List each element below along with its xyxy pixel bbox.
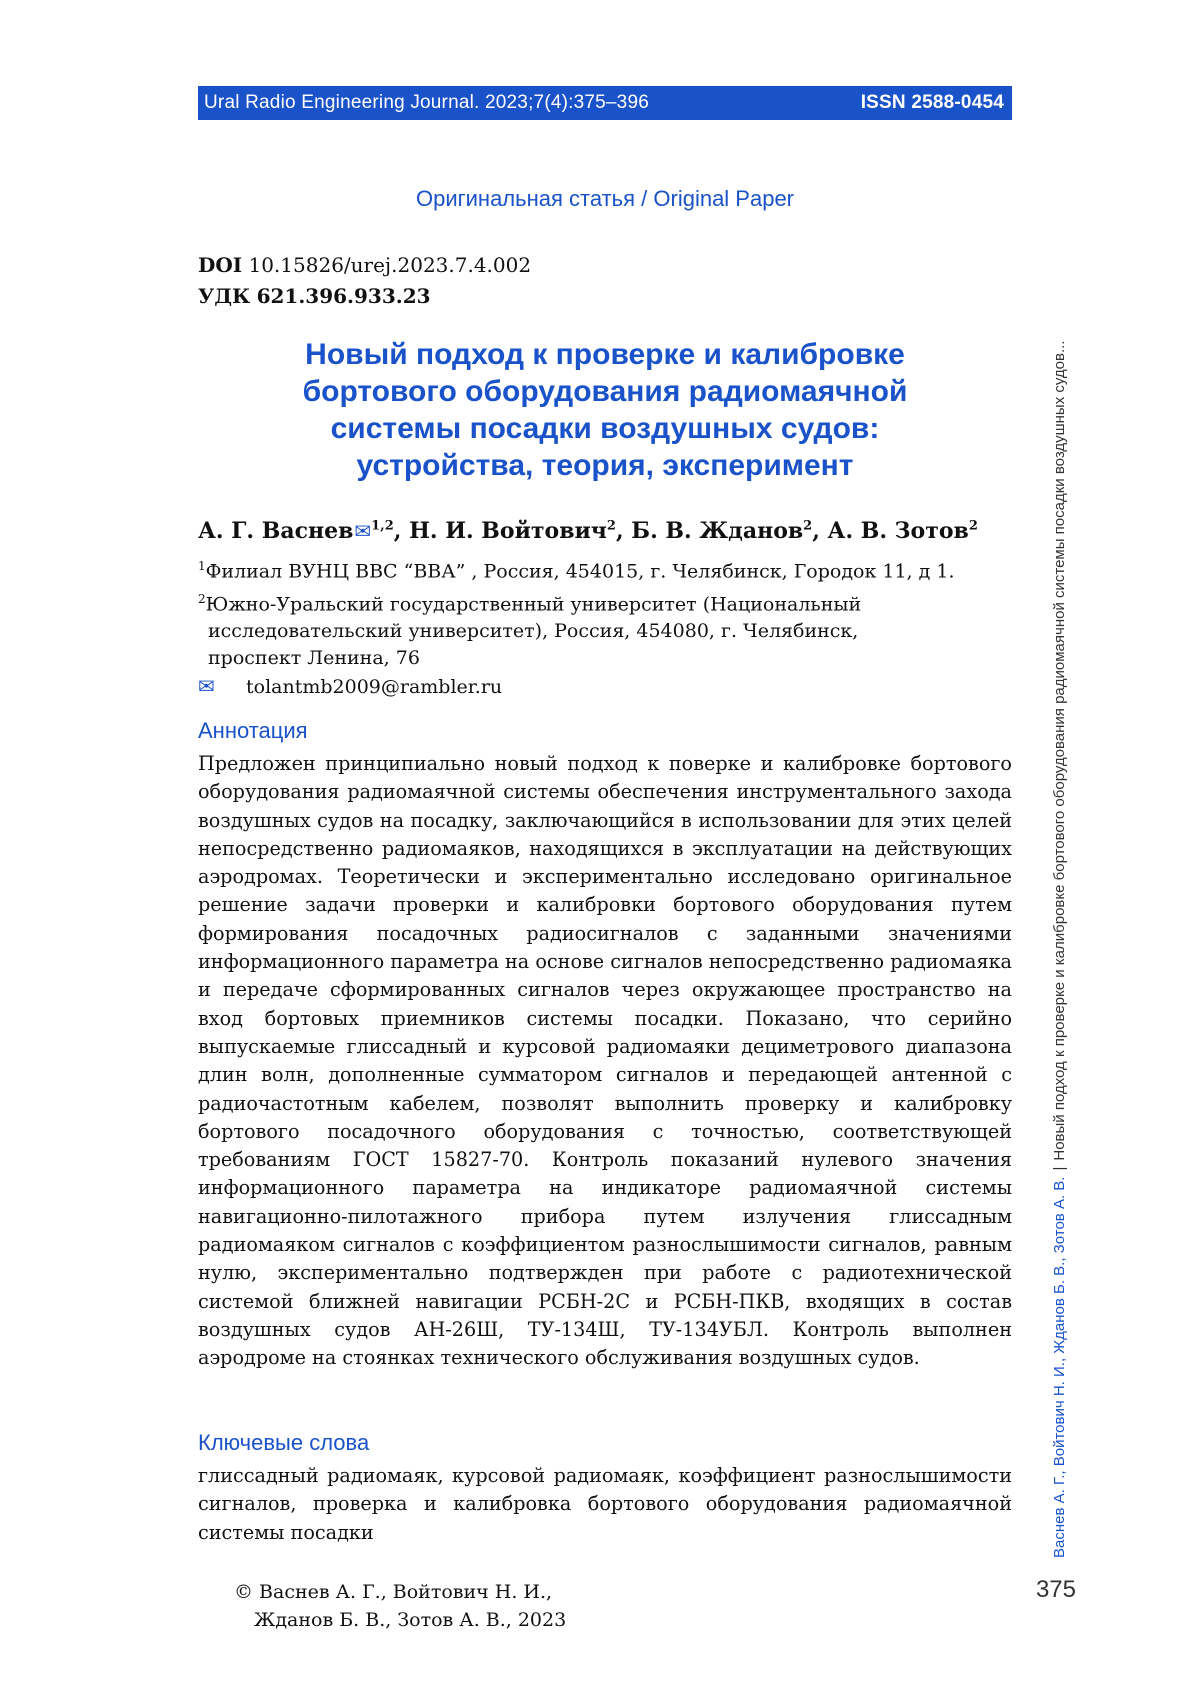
affiliation-text: Филиал ВУНЦ ВВС “ВВА” , Россия, 454015, г. Челябинск, Городок 11, д 1. <box>206 560 955 582</box>
author-affiliation-mark: 2 <box>803 519 812 534</box>
affiliation-2 <box>198 586 968 672</box>
author-affiliation-mark: 2 <box>607 519 616 534</box>
author-list: А. Г. Васнев✉1,2, Н. И. Войтович2, Б. В. Жданов2, А. В. Зотов2 <box>198 518 978 544</box>
udk-value: 621.396.933.23 <box>257 284 431 308</box>
page-number: 375 <box>1036 1576 1076 1604</box>
issn: ISSN 2588-0454 <box>861 92 1004 114</box>
running-head-separator: | <box>1051 1167 1068 1171</box>
contact-email-row <box>198 674 502 698</box>
identifiers <box>198 250 531 312</box>
running-head-authors: Васнев А. Г., Войтович Н. И., Жданов Б. В., Зотов А. В. <box>1051 1177 1068 1558</box>
author-affiliation-mark: 2 <box>969 519 978 534</box>
title-line: системы посадки воздушных судов: <box>198 410 1012 447</box>
doi-line <box>198 250 531 281</box>
paper-type-label: Оригинальная статья / Original Paper <box>198 186 1012 212</box>
keywords-heading: Ключевые слова <box>198 1430 369 1456</box>
journal-citation: Ural Radio Engineering Journal. 2023;7(4):375–396 <box>204 92 649 114</box>
keywords-text: глиссадный радиомаяк, курсовой радиомаяк, коэффициент разнослышимости сигналов, проверка и калибровка бортового оборудования радиомаячной системы посадки <box>198 1462 1012 1547</box>
doi-label: DOI <box>198 253 242 277</box>
copyright-notice <box>234 1578 566 1634</box>
affiliation-1 <box>198 553 955 585</box>
copyright-line: © Васнев А. Г., Войтович Н. И., <box>234 1578 566 1606</box>
abstract-text: Предложен принципиально новый подход к поверке и калибровке бортового оборудования радиомаячной системы обеспечения инструментального захода воздушных судов на посадку, заключающийся в использовании для этих целей непосредственно радиомаяков, находящихся в эксплуатации на действующих аэродромах. Теоретически и экспериментально исследовано оригинальное решение задачи проверки и калибровки бортового оборудования путем формирования посадочных радиосигналов с заданными значениями информационного параметра на основе сигналов непосредственно радиомаяка и передаче сформированных сигналов через окружающее пространство на вход бортовых приемников системы посадки. Показано, что серийно выпускаемые глиссадный и курсовой радиомаяки дециметрового диапазона длин волн, дополненные сумматором сигналов и передающей антенной с радиочастотным кабелем, позволят выполнить проверку и калибровку бортового посадочного оборудования с точностью, соответствующей требованиям ГОСТ 15827-70. Контроль показаний нулевого значения информационного параметра на индикаторе радиомаячной системы навигационно-пилотажного прибора путем излучения глиссадным радиомаяком сигналов с коэффициентом разнослышимости сигналов, равным нулю, экспериментально подтвержден при работе с радиотехнической системой ближней навигации РСБН-2С и РСБН-ПКВ, входящих в состав воздушных судов АН-26Ш, ТУ-134Ш, ТУ-134УБЛ. Контроль выполнен аэродроме на стоянках технического обслуживания воздушных судов. <box>198 750 1012 1373</box>
contact-email-link[interactable]: tolantmb2009@rambler.ru <box>246 676 502 698</box>
author-affiliation-mark: 1,2 <box>371 519 394 534</box>
paper-title <box>198 336 1012 484</box>
affiliation-text: исследовательский университет), Россия, 454080, г. Челябинск, <box>208 618 968 645</box>
envelope-icon[interactable]: ✉ <box>354 519 371 543</box>
running-head-title: Новый подход к проверке и калибровке бортового оборудования радиомаячной системы посадки воздушных судов... <box>1051 341 1068 1161</box>
journal-header-bar <box>198 86 1012 120</box>
affiliation-mark: 1 <box>198 559 206 573</box>
title-line: Новый подход к проверке и калибровке <box>198 336 1012 373</box>
vertical-running-head <box>1051 341 1068 1558</box>
abstract-heading: Аннотация <box>198 718 308 744</box>
affiliation-text: проспект Ленина, 76 <box>208 645 968 672</box>
title-line: устройства, теория, эксперимент <box>198 447 1012 484</box>
author-name: Б. В. Жданов <box>631 518 803 544</box>
affiliation-text: Южно-Уральский государственный университет (Национальный <box>206 593 862 615</box>
author-name: Н. И. Войтович <box>409 518 607 544</box>
title-line: бортового оборудования радиомаячной <box>198 373 1012 410</box>
author-name: А. В. Зотов <box>828 518 969 544</box>
copyright-line: Жданов Б. В., Зотов А. В., 2023 <box>234 1606 566 1634</box>
affiliation-mark: 2 <box>198 592 206 606</box>
doi-value: 10.15826/urej.2023.7.4.002 <box>248 253 531 277</box>
author-name: А. Г. Васнев <box>198 518 353 544</box>
envelope-icon: ✉ <box>198 674 246 698</box>
udk-line <box>198 281 531 312</box>
udk-label: УДК <box>198 284 250 308</box>
